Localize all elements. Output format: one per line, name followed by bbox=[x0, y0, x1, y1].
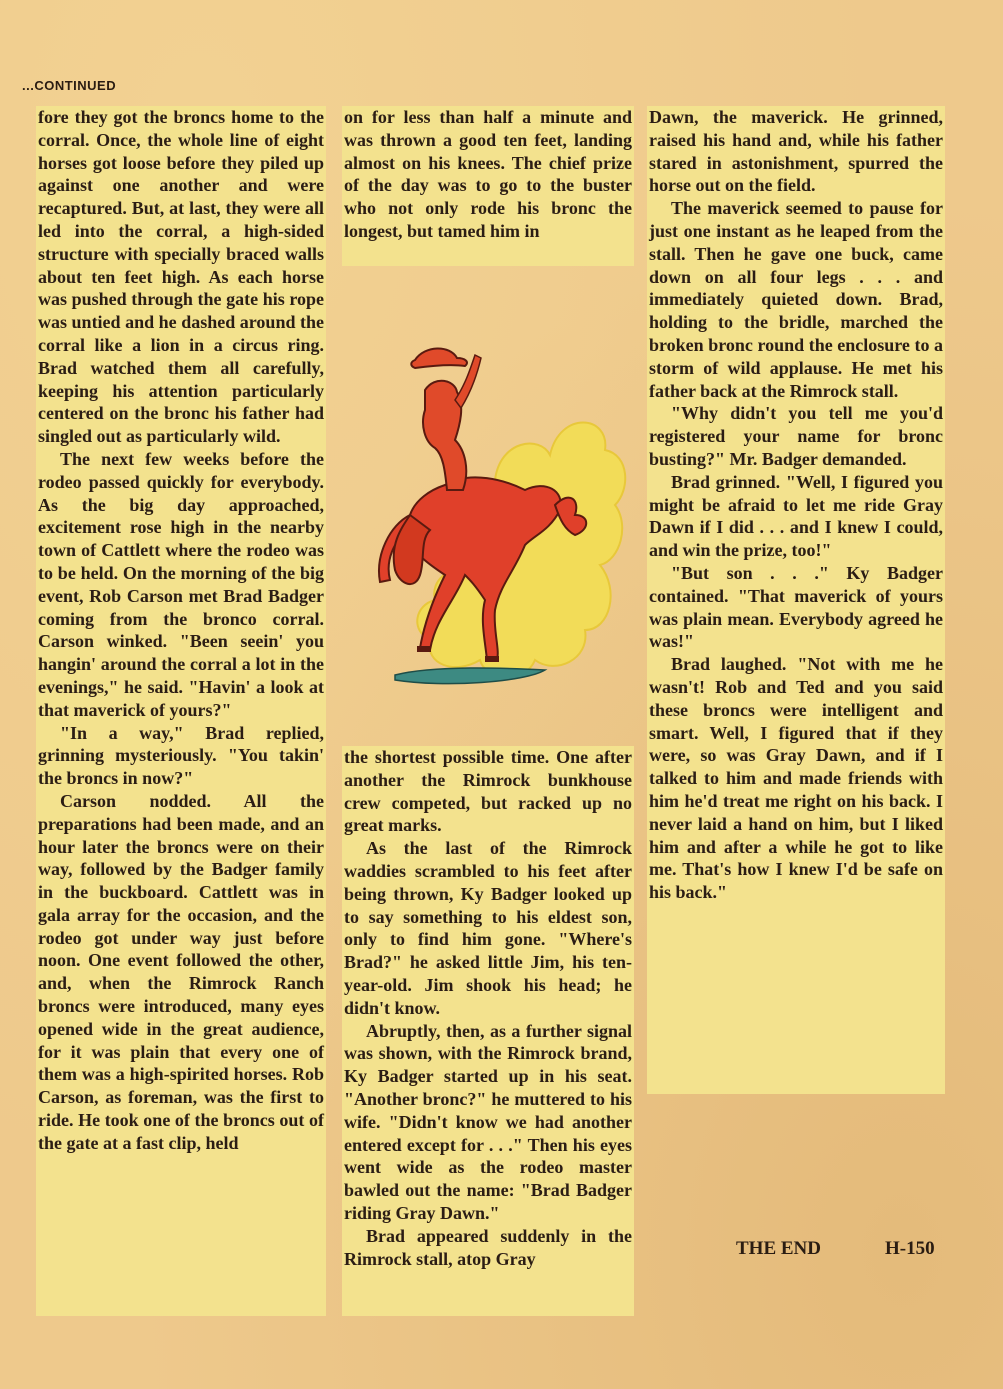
the-end-label: THE END bbox=[736, 1238, 821, 1259]
text-column-2-bottom bbox=[342, 746, 634, 1316]
hoof bbox=[417, 646, 431, 652]
paragraph: "But son . . ." Ky Badger contained. "That maverick of yours was plain mean. Everybody agreed he was!" bbox=[649, 562, 943, 652]
paragraph: The next few weeks before the rodeo passed quickly for everybody. As the big day approached, excitement rose high in the nearby town of Cattlett where the rodeo was to be held. On the morning of the big event, Rob Carson met Brad Badger coming from the bronco corral. Carson winked. "Been seein' you hangin' around the corral a lot in the evenings," he said. "Havin' a look at that maverick of yours?" bbox=[38, 448, 324, 720]
ground-shadow bbox=[395, 668, 545, 684]
text-column-3 bbox=[647, 106, 945, 1094]
paragraph: on for less than half a minute and was thrown a good ten feet, landing almost on his knees. The chief prize of the day was to go to the buster who not only rode his bronc the longest, but tamed him in bbox=[344, 107, 632, 241]
paragraph: Dawn, the maverick. He grinned, raised his hand and, while his father stared in astonishment, spurred the horse out on the field. bbox=[649, 107, 943, 196]
paragraph: The maverick seemed to pause for just one instant as he leaped from the stall. Then he gave one buck, came down on all four legs . . . and immediately quieted down. Brad, holding to the bridle, marched the broken bronc round the enclosure to a storm of wild applause. He met his father back at the Rimrock stall. bbox=[649, 198, 943, 401]
paragraph: As the last of the Rimrock waddies scrambled to his feet after being thrown, Ky Badger looked up to say something to his eldest son, only to find him gone. "Where's Brad?" he asked little Jim, his ten-year-old. Jim shook his head; he didn't know. bbox=[344, 838, 632, 1018]
paragraph: the shortest possible time. One after another the Rimrock bunkhouse crew competed, but racked up no great marks. bbox=[344, 747, 632, 836]
paragraph: fore they got the broncs home to the corral. Once, the whole line of eight horses got loose before they piled up against one another and were recaptured. But, at last, they were all led into the corral, a high-sided structure with specially braced walls about ten feet high. As each horse was pushed through the gate his rope was untied and he dashed around the corral like a lion in a circus ring. Brad watched them all carefully, keeping his attention particularly centered on the bronc his father had singled out as particularly wild. bbox=[38, 107, 324, 447]
paragraph: Brad appeared suddenly in the Rimrock stall, atop Gray bbox=[344, 1225, 632, 1269]
paragraph: "In a way," Brad replied, grinning mysteriously. "You takin' the broncs in now?" bbox=[38, 722, 324, 789]
cowboy-hat bbox=[411, 348, 467, 368]
continued-label: ...CONTINUED bbox=[22, 78, 117, 93]
paragraph: Brad grinned. "Well, I figured you might be afraid to let me ride Gray Dawn if I did . . . and I knew I could, and win the prize, too!" bbox=[649, 471, 943, 561]
paragraph: Carson nodded. All the preparations had been made, and an hour later the broncs were on their way, followed by the Badger family in the buckboard. Cattlett was in gala array for the occasion, and the rodeo got under way just before noon. One event followed the other, and, when the Rimrock Ranch broncs were introduced, many eyes opened wide in the great audience, for it was plain that every one of them was a high-spirited horses. Rob Carson, as foreman, was the first to ride. He took one of the broncs out of the gate at a fast clip, held bbox=[38, 790, 324, 1153]
text-column-2-top bbox=[342, 106, 634, 266]
paragraph: Abruptly, then, as a further signal was shown, with the Rimrock brand, Ky Badger started up in his seat. "Another bronc?" he muttered to his wife. "Didn't know we had another entered except for . . ." Then his eyes went wide as the rodeo master bawled out the name: "Brad Badger riding Gray Dawn." bbox=[344, 1020, 632, 1223]
paragraph: Brad laughed. "Not with me he wasn't! Rob and Ted and you said these broncs were intelligent and smart. Well, I figured that if they were, so was Gray Dawn, and if I talked to him and made friends with him he'd treat me right on his back. I never laid a hand on him, but I liked him and after a while he got to like me. That's how I knew I'd be safe on his back." bbox=[649, 654, 943, 903]
story-code: H-150 bbox=[885, 1238, 935, 1259]
paragraph: "Why didn't you tell me you'd registered your name for bronc busting?" Mr. Badger demanded. bbox=[649, 403, 943, 469]
text-column-1 bbox=[36, 106, 326, 1316]
hoof bbox=[485, 656, 499, 662]
bucking-bronco-illustration bbox=[375, 330, 630, 705]
